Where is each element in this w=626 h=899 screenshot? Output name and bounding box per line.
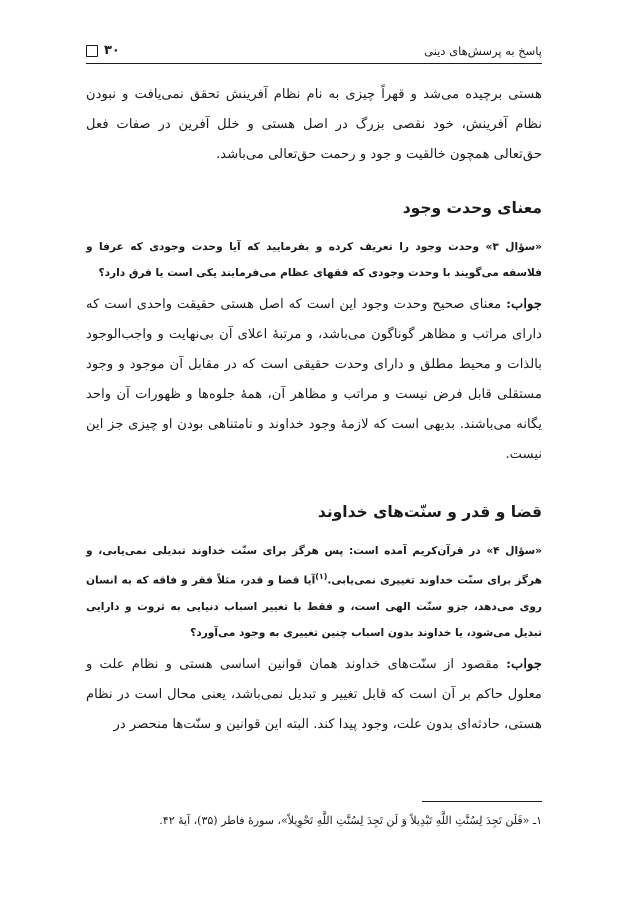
page-number-block — [86, 43, 120, 58]
intro-paragraph: هستی برچیده می‌شد و قهراً چیزی به نام نظام آفرینش تحقق نمی‌یافت و نبودن نظام آفرینش، خود نقصی بزرگ در اصل هستی و خلل آفرین در صفات فعل حق‌تعالی همچون خالقیت و جود و رحمت حق‌تعالی می‌باشد. — [86, 87, 542, 162]
footnote: ۱ـ «فَلَن تَجِدَ لِسُنَّتِ اللَّهِ تَبْدِیلاً وَ لَن تَجِدَ لِسُنَّتِ اللَّهِ تَحْوِیلاً»، سورهٔ فاطر (۳۵)، آیهٔ ۴۲. — [159, 814, 542, 827]
question-paragraph: «سؤال ۳» وحدت وجود را تعریف کرده و بفرمایید که آیا وحدت وجودی که عرفا و فلاسفه می‌گویند با وحدت وجودی که فقهای عظام می‌فرمایند یکی است یا فرق دارد؟ — [86, 241, 542, 279]
answer-lead: جواب: — [506, 656, 542, 672]
question-paragraph — [86, 538, 542, 646]
answer-text: مقصود از سنّت‌های خداوند همان قوانین اساسی هستی و نظام علت و معلول حاکم بر آن است که قابل تغییر و تبدیل نمی‌باشد، یعنی محال است در نظام هستی، حادثه‌ای بدون علت، وجود پیدا کند. البته این قوانین و سنّت‌ها منحصر در — [86, 656, 542, 732]
section-heading: معنای وحدت وجود — [402, 199, 542, 217]
page-content — [86, 80, 542, 740]
answer-text: معنای صحیح وحدت وجود این است که اصل هستی حقیقت واحدی است که دارای مراتب و مظاهر گوناگون می‌باشد، و مرتبهٔ اعلای آن بی‌نهایت و واجب‌الوجود بالذات و محیط مطلق و دارای وحدت حقیقی است که در مقابل آن موجود و وجود مستقلی قابل فرض نیست و مراتب و مظاهر آن، همهٔ جلوه‌ها و ظهورات آن واحد یگانه می‌باشند. بدیهی است که لازمهٔ وجود خداوند و نامتناهی بودن او چیزی جز این نیست. — [86, 297, 542, 462]
page-header — [86, 36, 542, 58]
answer-paragraph — [86, 650, 542, 740]
header-rule — [86, 63, 542, 64]
footnote-rule — [422, 801, 542, 802]
question-text: «سؤال ۴» در قرآن‌کریم آمده است: پس هرگز برای سنّت خداوند تبدیلی نمی‌یابی، و هرگز برای سنّت خداوند تغییری نمی‌یابی. — [86, 545, 542, 587]
running-title: پاسخ به پرسش‌های دینی — [424, 44, 542, 58]
answer-paragraph — [86, 290, 542, 470]
page-number: ۳۰ — [104, 43, 120, 58]
answer-lead: جواب: — [506, 297, 542, 312]
square-bullet-icon — [86, 45, 98, 57]
question-text: آیا قضا و قدر، مثلاً فقر و فاقه که به انسان روی می‌دهد، جزو سنّت الهی است، و فقط با تغییر اسباب دنیایی به ثروت و دارایی تبدیل می‌شود، یا خداوند بدون اسباب چنین تغییری به وجود می‌آورد؟ — [86, 574, 542, 639]
section-heading: قضا و قدر و سنّت‌های خداوند — [317, 503, 542, 521]
footnote-ref: (۱) — [315, 572, 328, 581]
